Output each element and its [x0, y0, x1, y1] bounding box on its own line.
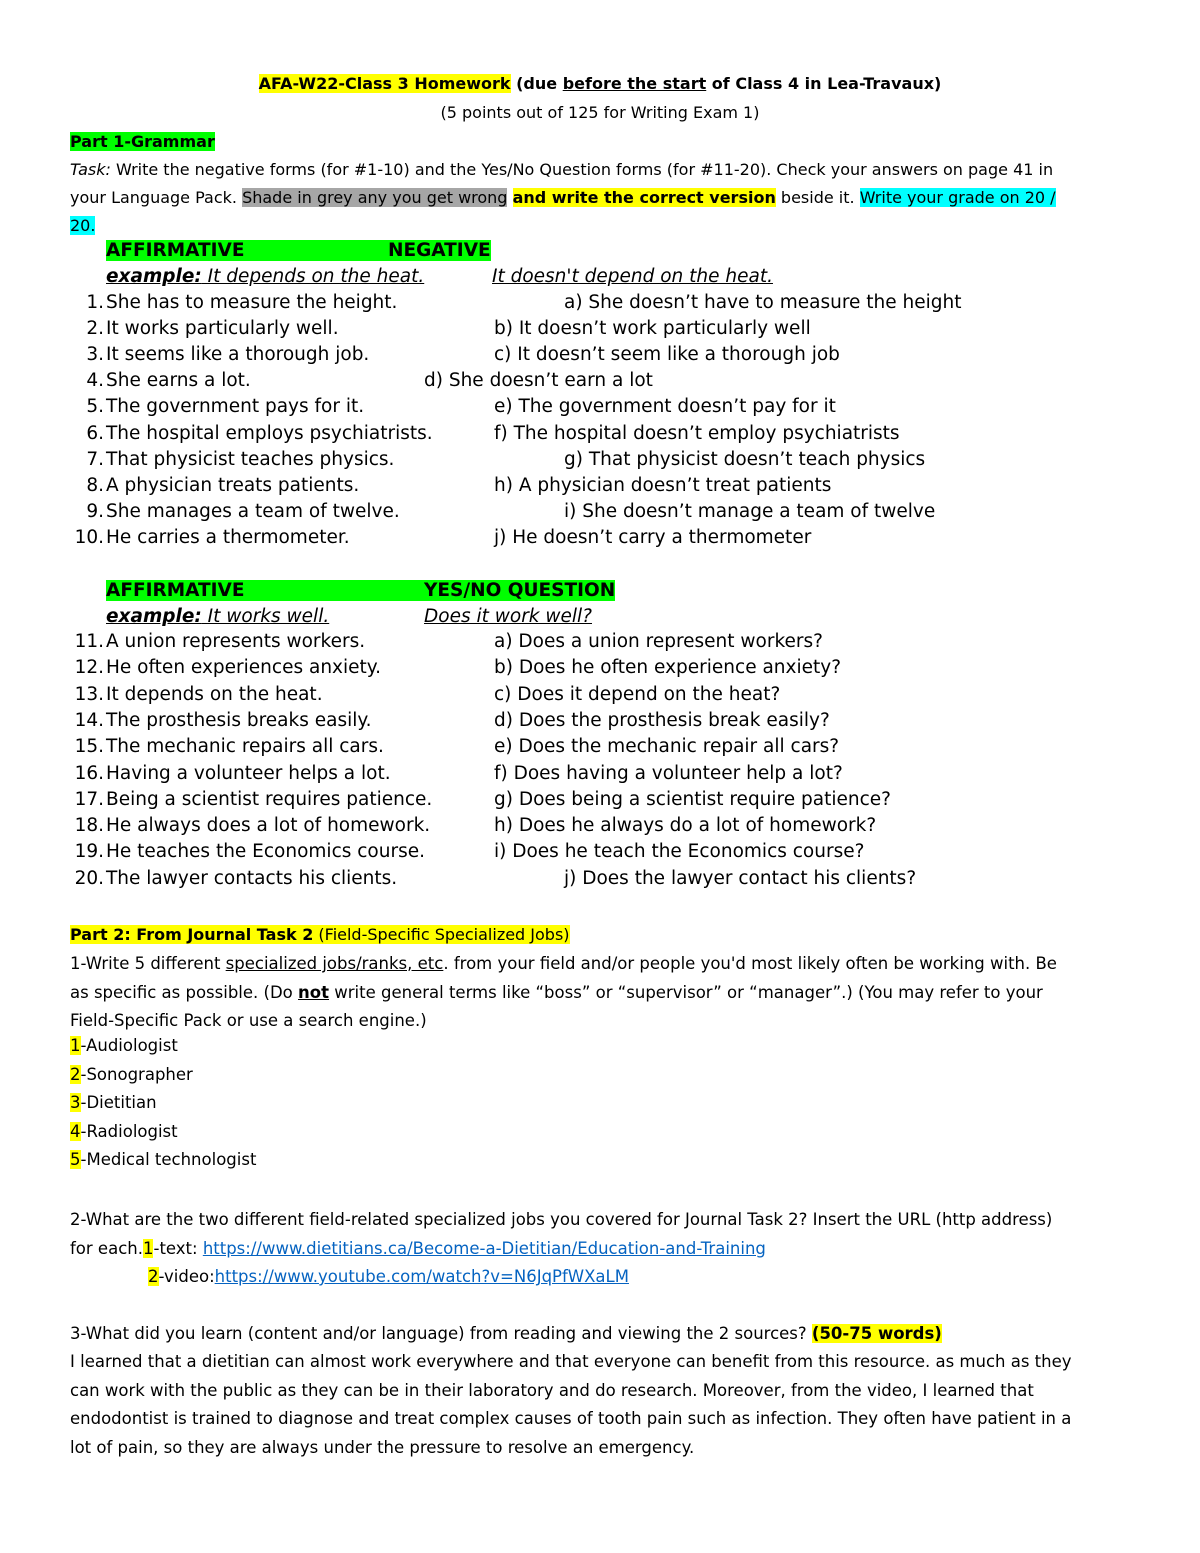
negative-item-number: 10.	[74, 526, 104, 548]
question-1: 1-Write 5 different specialized jobs/ranks, etc. from your field and/or people you'd most likely often be working with. Be as specific as possible. (Do not write general terms like “boss” or “supervisor” or “manager”.) (You may refer to your Field-Specific Pack or use a search engine.)	[70, 954, 1057, 1030]
question-item-affirmative: Having a volunteer helps a lot.	[106, 762, 391, 784]
question-2: 2-What are the two different field-related specialized jobs you covered for Journal Task 2? Insert the URL (http address) for each.1-text: https://www.dietitians.ca/Become-a-Dietitian/Education-and-Training 2-video:https://www.youtube.com/watch?v=N6JqPfWXaLM	[70, 1210, 1053, 1286]
negative-item-affirmative: He carries a thermometer.	[106, 526, 350, 548]
question-item-answer: d) Does the prosthesis break easily?	[494, 709, 830, 731]
negative-item-number: 2.	[86, 318, 104, 340]
negative-item-row	[70, 396, 1130, 422]
negative-table-header	[106, 240, 491, 261]
job-item	[70, 1065, 193, 1084]
negative-item-affirmative: She manages a team of twelve.	[106, 500, 400, 522]
negative-item-number: 1.	[86, 292, 104, 313]
question-item-answer: e) Does the mechanic repair all cars?	[494, 736, 840, 758]
word-count-requirement: (50-75 words)	[811, 1324, 942, 1343]
question-item-answer: b) Does he often experience anxiety?	[494, 657, 842, 679]
job-label: -Radiologist	[80, 1121, 178, 1141]
negative-item-answer: c) It doesn’t seem like a thorough job	[494, 344, 840, 366]
negative-item-affirmative: The hospital employs psychiatrists.	[106, 422, 433, 444]
question-item-number: 14.	[74, 709, 104, 731]
question-item-affirmative: He often experiences anxiety.	[106, 657, 381, 679]
negative-item-answer: f) The hospital doesn’t employ psychiatrists	[494, 422, 900, 444]
negative-item-affirmative: It works particularly well.	[106, 318, 339, 340]
job-item	[70, 1122, 178, 1141]
question-item-row	[70, 657, 1130, 683]
job-number: 2	[70, 1064, 81, 1084]
homework-title: AFA-W22-Class 3 Homework	[258, 74, 511, 93]
negative-item-row	[70, 423, 1130, 449]
negative-header: NEGATIVE	[388, 240, 491, 261]
question-item-row	[70, 789, 1130, 815]
question-item-answer: h) Does he always do a lot of homework?	[494, 815, 877, 837]
negative-item-row	[70, 318, 1130, 344]
question-item-number: 18.	[74, 815, 104, 837]
negative-item-number: 8.	[86, 474, 104, 496]
answer-line: lot of pain, so they are always under the pressure to resolve an emergency.	[70, 1437, 695, 1457]
question-item-answer: f) Does having a volunteer help a lot?	[494, 762, 843, 784]
document-subtitle: (5 points out of 125 for Writing Exam 1)	[440, 103, 760, 122]
question-item-row	[70, 763, 1130, 789]
shade-instruction: Shade in grey any you get wrong	[242, 188, 508, 207]
part2-heading: Part 2: From Journal Task 2 (Field-Specific Specialized Jobs)	[70, 925, 570, 944]
affirmative-header: AFFIRMATIVE	[106, 240, 388, 261]
job-number: 5	[70, 1150, 81, 1169]
task-line-1: Task: Write the negative forms (for #1-10) and the Yes/No Question forms (for #11-20). Check your answers on page 41 in	[70, 160, 1054, 179]
yes-no-header: YES/NO QUESTION	[424, 580, 616, 601]
negative-item-affirmative: The government pays for it.	[106, 396, 365, 418]
question-item-affirmative: The mechanic repairs all cars.	[106, 736, 384, 758]
negative-item-affirmative: A physician treats patients.	[106, 474, 360, 496]
job-number: 3	[70, 1093, 81, 1112]
question-item-affirmative: The prosthesis breaks easily.	[106, 709, 372, 731]
negative-item-answer: e) The government doesn’t pay for it	[494, 396, 836, 418]
question-table-header	[106, 580, 615, 601]
negative-item-answer: g) That physicist doesn’t teach physics	[564, 448, 926, 470]
answer-line: endodontist is trained to diagnose and treat complex causes of tooth pain such as infection. They often have patient in a	[70, 1409, 1072, 1428]
text-source-link[interactable]: https://www.dietitians.ca/Become-a-Dietitian/Education-and-Training	[202, 1238, 766, 1258]
question-item-number: 15.	[74, 736, 104, 758]
question-item-number: 13.	[74, 683, 104, 705]
negative-item-number: 3.	[86, 344, 104, 366]
question-3: 3-What did you learn (content and/or language) from reading and viewing the 2 sources? (50-75 words)	[70, 1324, 942, 1343]
negative-item-answer: a) She doesn’t have to measure the height	[564, 292, 962, 313]
part1-heading: Part 1-Grammar	[70, 132, 215, 151]
question-item-affirmative: The lawyer contacts his clients.	[106, 867, 398, 889]
question-item-row	[70, 841, 1130, 867]
question-item-number: 11.	[74, 631, 104, 652]
question-item-row	[70, 868, 1130, 894]
question-item-number: 17.	[74, 788, 104, 810]
question-item-number: 19.	[74, 841, 104, 863]
document-title: AFA-W22-Class 3 Homework (due before the start of Class 4 in Lea-Travaux)	[258, 74, 942, 93]
question-item-affirmative: He teaches the Economics course.	[106, 841, 425, 863]
question-item-row	[70, 710, 1130, 736]
grade-instruction: Write your grade on 20 /	[859, 188, 1056, 207]
negative-item-row	[70, 501, 1130, 527]
correct-instruction: and write the correct version	[512, 188, 776, 207]
question-item-number: 16.	[74, 762, 104, 784]
job-label: -Audiologist	[80, 1036, 178, 1055]
negative-item-number: 4.	[86, 370, 104, 392]
negative-item-affirmative: It seems like a thorough job.	[106, 344, 370, 366]
affirmative-header-2: AFFIRMATIVE	[106, 580, 424, 601]
job-item	[70, 1150, 256, 1169]
question-item-affirmative: He always does a lot of homework.	[106, 815, 431, 837]
negative-item-answer: b) It doesn’t work particularly well	[494, 318, 811, 340]
question-item-row	[70, 631, 1130, 657]
question-item-number: 12.	[74, 657, 104, 679]
negative-item-row	[70, 527, 1130, 553]
negative-item-row	[70, 344, 1130, 370]
negative-item-answer: i) She doesn’t manage a team of twelve	[564, 500, 936, 522]
negative-item-answer: j) He doesn’t carry a thermometer	[494, 526, 812, 548]
question-example: example: It works well. Does it work well?	[106, 606, 592, 627]
job-number: 1	[70, 1036, 81, 1055]
question-item-answer: i) Does he teach the Economics course?	[494, 841, 865, 863]
job-item	[70, 1093, 157, 1112]
negative-item-affirmative: She has to measure the height.	[106, 292, 398, 313]
answer-line: can work with the public as they can be in their laboratory and do research. Moreover, from the video, I learned that	[70, 1380, 1034, 1400]
negative-item-answer: d) She doesn’t earn a lot	[424, 370, 653, 392]
job-label: -Sonographer	[80, 1064, 193, 1084]
video-source-link[interactable]: https://www.youtube.com/watch?v=N6JqPfWXaLM	[214, 1267, 629, 1286]
negative-example: example: It depends on the heat. It doesn't depend on the heat.	[106, 266, 773, 287]
negative-item-row	[70, 292, 1130, 318]
negative-item-number: 6.	[86, 422, 104, 444]
job-item	[70, 1036, 178, 1055]
question-item-answer: a) Does a union represent workers?	[494, 631, 823, 652]
negative-item-number: 5.	[86, 396, 104, 418]
question-item-answer: g) Does being a scientist require patience?	[494, 788, 891, 810]
negative-item-answer: h) A physician doesn’t treat patients	[494, 474, 832, 496]
task-line-3: 20.	[70, 216, 96, 235]
question-item-answer: c) Does it depend on the heat?	[494, 683, 781, 705]
question-item-answer: j) Does the lawyer contact his clients?	[564, 867, 917, 889]
task-line-2: your Language Pack. Shade in grey any you get wrong and write the correct version beside it. Write your grade on 20 /	[70, 188, 1056, 207]
negative-item-row	[70, 449, 1130, 475]
job-label: -Dietitian	[80, 1093, 157, 1112]
negative-item-affirmative: She earns a lot.	[106, 370, 251, 392]
negative-item-number: 7.	[86, 448, 104, 470]
learning-answer	[70, 1348, 1130, 1462]
question-item-affirmative: Being a scientist requires patience.	[106, 788, 433, 810]
question-item-row	[70, 815, 1130, 841]
question-item-row	[70, 684, 1130, 710]
negative-item-number: 9.	[86, 500, 104, 522]
negative-item-row	[70, 370, 1130, 396]
negative-item-affirmative: That physicist teaches physics.	[106, 448, 395, 470]
answer-line: I learned that a dietitian can almost work everywhere and that everyone can benefit from this resource. as much as they	[70, 1352, 1072, 1371]
job-label: -Medical technologist	[80, 1150, 257, 1169]
job-number: 4	[70, 1121, 81, 1141]
question-item-affirmative: A union represents workers.	[106, 631, 366, 652]
question-item-row	[70, 736, 1130, 762]
question-item-affirmative: It depends on the heat.	[106, 683, 323, 705]
question-item-number: 20.	[74, 867, 104, 889]
negative-item-row	[70, 475, 1130, 501]
